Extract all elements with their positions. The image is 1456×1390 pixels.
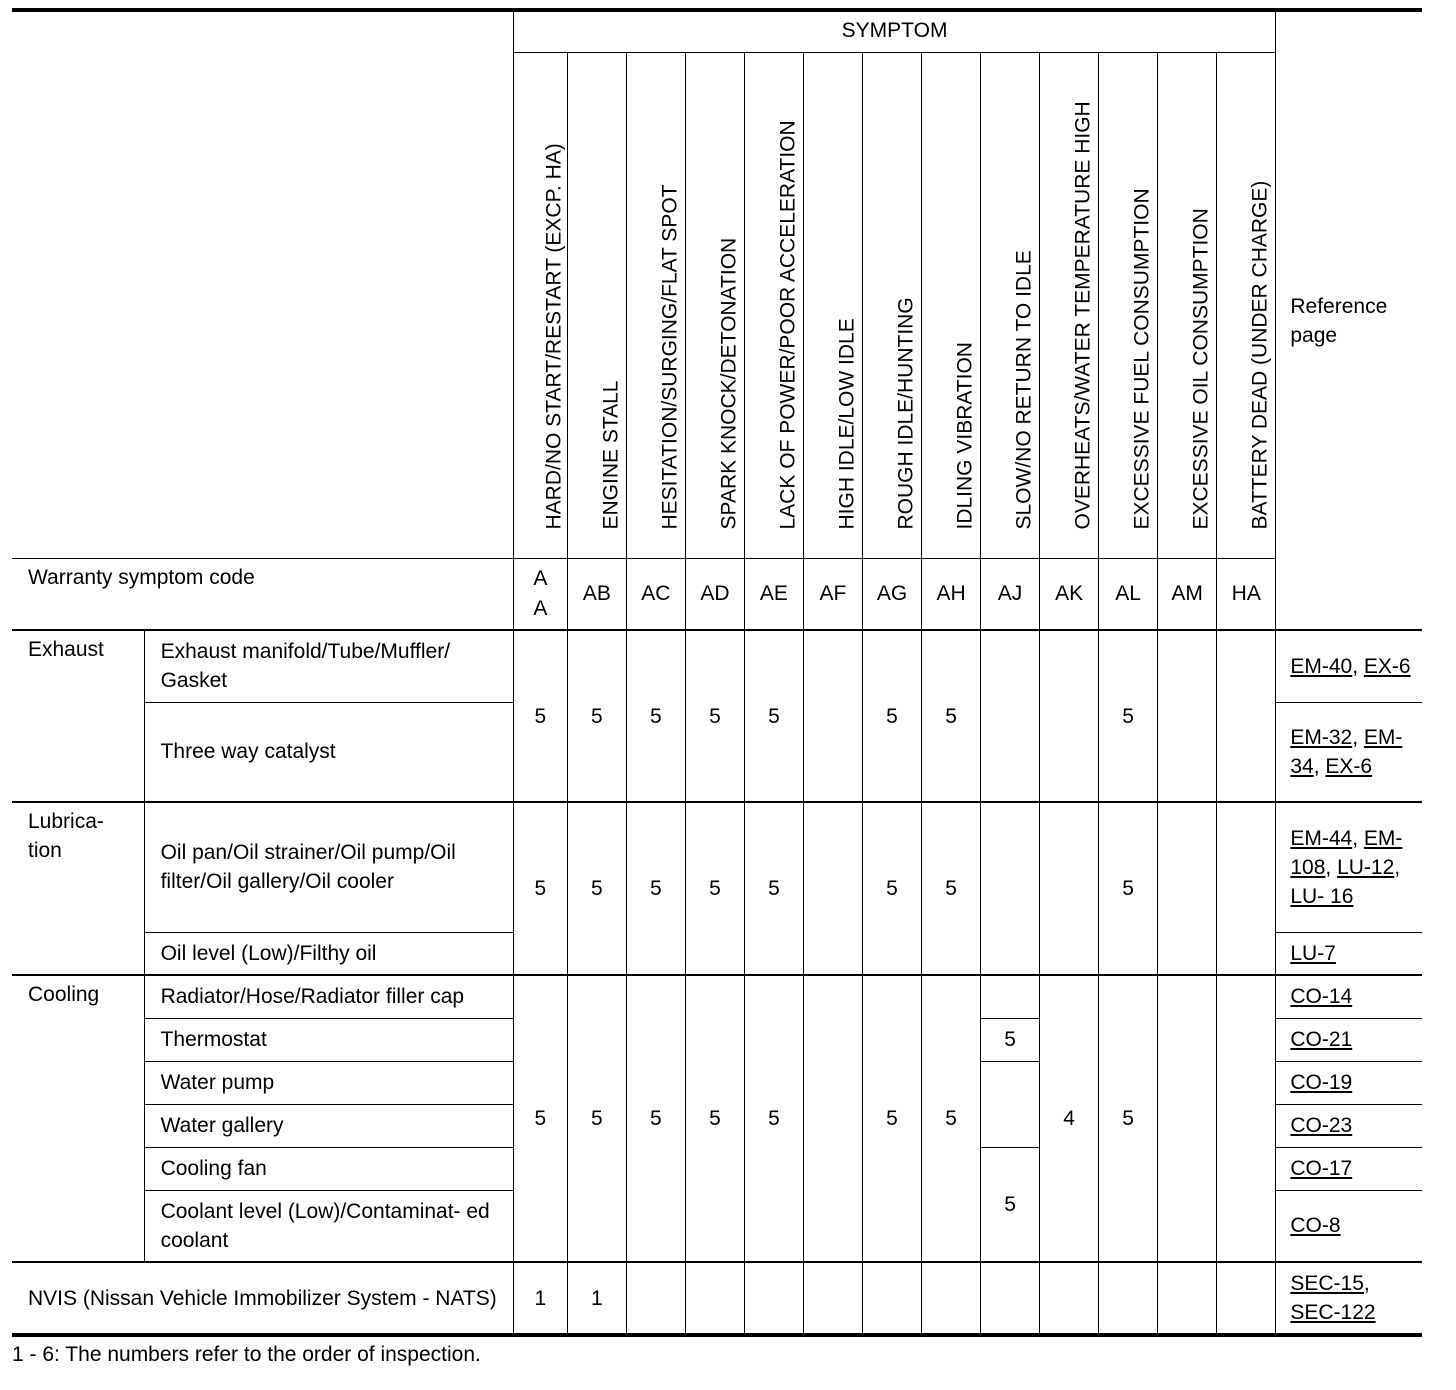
symptom-header-cell [1040, 52, 1099, 558]
symptom-value-cell [803, 802, 862, 975]
symptom-name: LACK OF POWER/POOR ACCELERATION [776, 119, 800, 529]
category-cell: Exhaust [12, 630, 144, 802]
symptom-value-cell [803, 630, 862, 802]
symptom-code: AG [862, 558, 921, 630]
symptom-value-cell [1217, 975, 1276, 1262]
symptom-header-cell [626, 52, 685, 558]
symptom-value-cell: 5 [744, 802, 803, 975]
symptom-value-cell: 5 [626, 975, 685, 1262]
symptom-header-cell [1217, 52, 1276, 558]
symptom-code: AH [922, 558, 981, 630]
item-cell: Three way catalyst [144, 702, 513, 802]
symptom-header-cell [567, 52, 626, 558]
symptom-name: HIGH IDLE/LOW IDLE [835, 317, 859, 529]
symptom-value-cell: 5 [1099, 975, 1158, 1262]
symptom-value-cell [803, 975, 862, 1262]
reference-link[interactable]: EX-6 [1325, 754, 1373, 778]
symptom-value-cell: 4 [1040, 975, 1099, 1262]
symptom-value-cell: 5 [1099, 802, 1158, 975]
reference-cell [1276, 1018, 1422, 1061]
reference-cell: EM-44, EM-108, LU-12, LU- 16 [1276, 802, 1422, 932]
symptom-value-cell: 5 [922, 630, 981, 802]
symptom-value-cell [803, 1262, 862, 1334]
reference-cell: SEC-15, SEC-122 [1276, 1262, 1422, 1334]
symptom-name: IDLING VIBRATION [953, 341, 977, 529]
slow-return-idle-value: 5 [981, 1018, 1040, 1061]
symptom-value-cell: 5 [685, 802, 744, 975]
symptom-value-cell: 5 [922, 975, 981, 1262]
reference-link[interactable]: EM-44 [1290, 826, 1353, 850]
symptom-header-cell [981, 52, 1040, 558]
symptom-value-cell [685, 1262, 744, 1334]
symptom-value-cell [1040, 802, 1099, 975]
symptom-value-cell [981, 975, 1040, 1018]
symptom-code: A A [513, 558, 567, 630]
category-cell: NVIS (Nissan Vehicle Immobilizer System - NATS) [12, 1262, 513, 1334]
table-row [12, 1262, 1422, 1334]
table-bottom-rule [12, 1333, 1422, 1337]
reference-link[interactable]: CO-19 [1290, 1071, 1353, 1094]
symptom-name: HARD/NO START/RESTART (EXCP. HA) [542, 142, 566, 529]
reference-link[interactable]: EM-40 [1290, 654, 1353, 678]
reference-cell [1276, 1190, 1422, 1262]
reference-cell [1276, 1061, 1422, 1104]
symptom-value-cell: 5 [862, 630, 921, 802]
symptom-value-cell [862, 1262, 921, 1334]
table-row [12, 975, 1422, 1018]
symptom-value-cell [1217, 1262, 1276, 1334]
reference-link[interactable]: EM-108 [1290, 826, 1403, 879]
symptom-name: ROUGH IDLE/HUNTING [894, 296, 918, 529]
reference-link[interactable]: CO-21 [1290, 1028, 1353, 1051]
symptom-table-document [12, 8, 1422, 1378]
item-cell: Oil level (Low)/Filthy oil [144, 932, 513, 975]
reference-link[interactable]: EX-6 [1363, 654, 1411, 678]
reference-link[interactable]: CO-17 [1290, 1157, 1353, 1180]
symptom-value-cell [1158, 630, 1217, 802]
warranty-symptom-code-label: Warranty symptom code [12, 558, 513, 630]
symptom-value-cell [1099, 1262, 1158, 1334]
symptom-value-cell: 5 [744, 630, 803, 802]
symptom-name: OVERHEATS/WATER TEMPERATURE HIGH [1071, 100, 1095, 529]
item-cell: Coolant level (Low)/Contaminat- ed coolant [144, 1190, 513, 1262]
symptom-value-cell: 1 [567, 1262, 626, 1334]
symptom-name: EXCESSIVE FUEL CONSUMPTION [1130, 187, 1154, 529]
symptom-code: AE [744, 558, 803, 630]
symptom-value-cell [1217, 802, 1276, 975]
reference-cell: EM-32, EM-34, EX-6 [1276, 702, 1422, 802]
item-cell: Water gallery [144, 1104, 513, 1147]
symptom-code: HA [1217, 558, 1276, 630]
reference-cell: EM-40, EX-6 [1276, 630, 1422, 702]
symptom-value-cell: 5 [513, 802, 567, 975]
symptom-code: AJ [981, 558, 1040, 630]
symptom-header-cell [744, 52, 803, 558]
symptom-value-cell: 5 [626, 630, 685, 802]
symptom-code: AL [1099, 558, 1158, 630]
symptom-name: SLOW/NO RETURN TO IDLE [1012, 249, 1036, 529]
category-cell: Lubrica- tion [12, 802, 144, 975]
symptom-value-cell: 1 [513, 1262, 567, 1334]
symptom-header-cell [862, 52, 921, 558]
footnote: 1 - 6: The numbers refer to the order of inspection. [12, 1342, 481, 1366]
reference-link[interactable]: EM-34 [1290, 725, 1403, 778]
item-cell: Exhaust manifold/Tube/Muffler/ Gasket [144, 630, 513, 702]
symptom-value-cell: 5 [744, 975, 803, 1262]
reference-page-header: Reference page [1276, 10, 1422, 630]
symptom-code: AC [626, 558, 685, 630]
symptom-value-cell: 5 [685, 975, 744, 1262]
symptom-value-cell: 5 [626, 802, 685, 975]
symptom-value-cell: 5 [567, 975, 626, 1262]
symptom-value-cell [981, 630, 1040, 802]
symptom-code: AB [567, 558, 626, 630]
symptom-code: AF [803, 558, 862, 630]
symptom-value-cell [1040, 1262, 1099, 1334]
symptom-header-cell [1099, 52, 1158, 558]
symptom-value-cell [981, 802, 1040, 975]
symptom-name: EXCESSIVE OIL CONSUMPTION [1189, 207, 1213, 529]
reference-link[interactable]: CO-8 [1290, 1214, 1341, 1238]
reference-link[interactable]: LU- 16 [1290, 884, 1354, 908]
item-cell: Thermostat [144, 1018, 513, 1061]
reference-link[interactable]: SEC-15 [1290, 1272, 1364, 1296]
symptom-value-cell: 5 [862, 802, 921, 975]
symptom-value-cell: 5 [567, 630, 626, 802]
symptom-value-cell [626, 1262, 685, 1334]
symptom-name: ENGINE STALL [599, 380, 623, 529]
symptom-code: AK [1040, 558, 1099, 630]
symptom-header-cell [513, 52, 567, 558]
symptom-value-cell: 5 [567, 802, 626, 975]
symptom-value-cell: 5 [1099, 630, 1158, 802]
reference-cell [1276, 932, 1422, 975]
item-cell: Oil pan/Oil strainer/Oil pump/Oil filter/Oil gallery/Oil cooler [144, 802, 513, 932]
table-row [12, 802, 1422, 932]
symptom-value-cell [744, 1262, 803, 1334]
symptom-value-cell: 5 [513, 630, 567, 802]
reference-link[interactable]: SEC-122 [1290, 1301, 1376, 1325]
slow-return-idle-value: 5 [981, 1147, 1040, 1262]
corner-blank-cell [12, 10, 513, 558]
symptom-value-cell [1158, 802, 1217, 975]
item-cell: Cooling fan [144, 1147, 513, 1190]
symptom-matrix-table [12, 8, 1422, 1335]
symptom-header-cell [803, 52, 862, 558]
symptom-name: BATTERY DEAD (UNDER CHARGE) [1248, 180, 1272, 529]
symptom-value-cell [1040, 630, 1099, 802]
reference-cell [1276, 1147, 1422, 1190]
reference-link[interactable]: CO-14 [1290, 985, 1353, 1009]
reference-link[interactable]: CO-23 [1290, 1114, 1353, 1137]
reference-cell [1276, 975, 1422, 1018]
symptom-value-cell [981, 1262, 1040, 1334]
item-cell: Water pump [144, 1061, 513, 1104]
symptom-header-cell [1158, 52, 1217, 558]
symptom-value-cell [1217, 630, 1276, 802]
symptom-value-cell [1158, 975, 1217, 1262]
reference-link[interactable]: LU-7 [1290, 941, 1336, 965]
item-cell: Radiator/Hose/Radiator filler cap [144, 975, 513, 1018]
symptom-title: SYMPTOM [513, 10, 1276, 52]
reference-link[interactable]: LU-12 [1337, 855, 1395, 879]
symptom-name: SPARK KNOCK/DETONATION [717, 237, 741, 529]
symptom-code: AD [685, 558, 744, 630]
symptom-header-cell [922, 52, 981, 558]
table-row [12, 630, 1422, 702]
symptom-value-cell: 5 [685, 630, 744, 802]
symptom-code: AM [1158, 558, 1217, 630]
symptom-value-cell: 5 [922, 802, 981, 975]
symptom-value-cell [922, 1262, 981, 1334]
symptom-value-cell [981, 1061, 1040, 1147]
symptom-value-cell: 5 [513, 975, 567, 1262]
symptom-name: HESITATION/SURGING/FLAT SPOT [658, 184, 682, 529]
symptom-value-cell: 5 [862, 975, 921, 1262]
symptom-header-cell [685, 52, 744, 558]
category-cell: Cooling [12, 975, 144, 1262]
reference-link[interactable]: EM-32 [1290, 725, 1353, 749]
reference-cell [1276, 1104, 1422, 1147]
symptom-value-cell [1158, 1262, 1217, 1334]
